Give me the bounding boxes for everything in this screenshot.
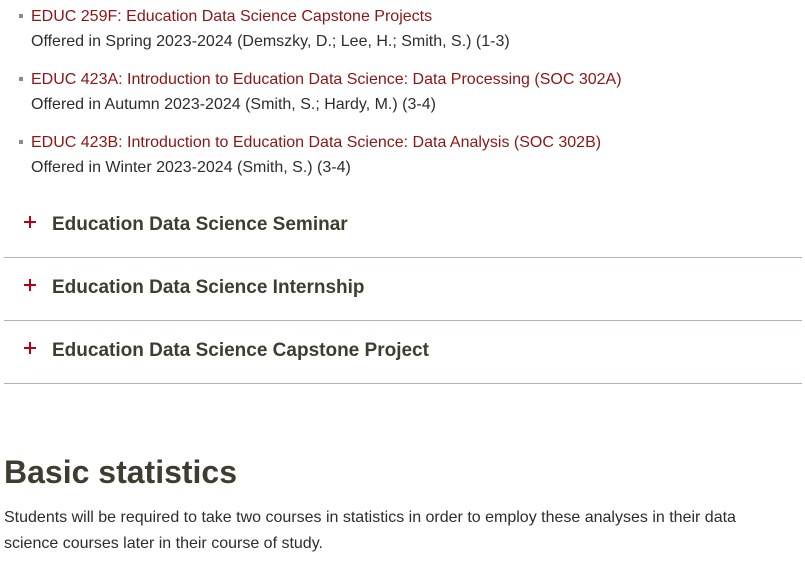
course-link-educ-259f[interactable]: EDUC 259F: Education Data Science Capstone Projects [31,8,433,25]
accordion-title[interactable]: Education Data Science Internship [52,277,365,298]
course-offering-text: Offered in Winter 2023-2024 (Smith, S.) (3-4) [31,159,351,176]
accordion-item-capstone-project[interactable] [4,321,802,384]
course-offering-text: Offered in Autumn 2023-2024 (Smith, S.; Hardy, M.) (3-4) [31,96,436,113]
course-list [0,4,805,193]
accordion [4,195,802,384]
accordion-title[interactable]: Education Data Science Seminar [52,214,348,235]
plus-icon[interactable] [21,339,39,357]
section-body-text: Students will be required to take two courses in statistics in order to employ these analyses in their data science courses later in their course of study. [4,509,736,552]
list-item [0,4,805,54]
bullet-icon [19,140,23,144]
course-offering-text: Offered in Spring 2023-2024 (Demszky, D.; Lee, H.; Smith, S.) (1-3) [31,33,510,50]
bullet-icon [19,77,23,81]
list-item [0,67,805,117]
plus-icon[interactable] [21,213,39,231]
list-item [0,130,805,180]
bullet-icon [19,14,23,18]
accordion-title[interactable]: Education Data Science Capstone Project [52,340,429,361]
course-link-educ-423a[interactable]: EDUC 423A: Introduction to Education Data Science: Data Processing (SOC 302A) [31,71,622,88]
accordion-item-seminar[interactable] [4,195,802,258]
section-heading: Basic statistics [4,454,238,490]
course-link-educ-423b[interactable]: EDUC 423B: Introduction to Education Data Science: Data Analysis (SOC 302B) [31,134,602,151]
accordion-item-internship[interactable] [4,258,802,321]
plus-icon[interactable] [21,276,39,294]
